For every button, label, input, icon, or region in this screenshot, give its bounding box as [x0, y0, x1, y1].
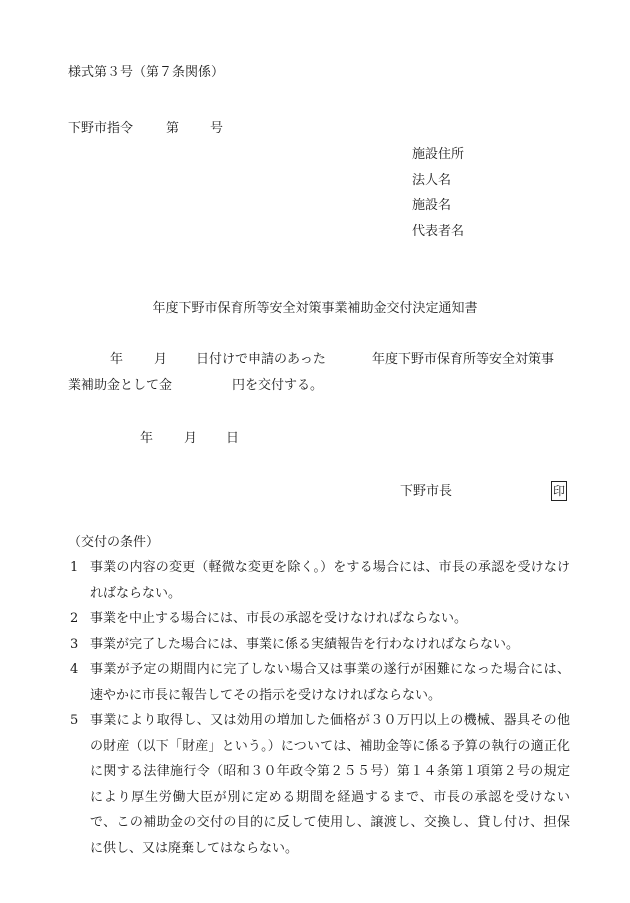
- body-amount-suffix: 円を交付する。: [232, 378, 324, 393]
- facility-address-label: 施設住所: [412, 147, 465, 162]
- condition-number: 5: [70, 713, 79, 728]
- date-year: 年: [140, 431, 154, 446]
- condition-number: 3: [70, 636, 79, 652]
- body-month: 月: [154, 352, 168, 367]
- reference-number: [68, 120, 223, 138]
- condition-item: [68, 632, 570, 658]
- body-line-1: [68, 351, 554, 369]
- condition-text: 事業により取得し、又は効用の増加した価格が３０万円以上の機械、器具その他の財産（以下「財産」という。）については、補助金等に係る予算の執行の適正化に関する法律施行令（昭和３０年政令第２５５号）第１４条第１項第２号の規定により厚生労働大臣が別に定める期間を経過するまで、市長の承認を受けないで、この補助金の交付の目的に反して使用し、譲渡し、交換し、貸し付け、担保に供し、又は廃棄してはならない。: [90, 713, 570, 856]
- reference-dai: 第: [166, 121, 180, 136]
- condition-item: [68, 708, 570, 861]
- mayor-title: 下野市長: [400, 484, 453, 499]
- condition-number: 2: [70, 611, 79, 626]
- facility-name-label: 施設名: [412, 198, 452, 213]
- condition-item: [68, 657, 570, 708]
- condition-text: 事業が予定の期間内に完了しない場合又は事業の遂行が困難になった場合には、速やかに市長に報告してその指示を受けなければならない。: [90, 662, 570, 703]
- condition-text: 事業が完了した場合には、事業に係る実績報告を行わなければならない。: [90, 636, 520, 652]
- notice-date: [140, 430, 239, 448]
- body-year: 年: [110, 352, 124, 367]
- body-line-2: [68, 377, 323, 395]
- condition-item: [68, 606, 570, 632]
- seal-mark: 印: [551, 481, 567, 501]
- representative-name-label: 代表者名: [412, 224, 465, 239]
- document-title: 年度下野市保育所等安全対策事業補助金交付決定通知書: [152, 301, 478, 316]
- conditions-list: [68, 555, 570, 861]
- body-program-line1: 年度下野市保育所等安全対策事: [372, 352, 555, 367]
- reference-city: 下野市指令: [68, 121, 134, 136]
- condition-text: 事業を中止する場合には、市長の承認を受けなければならない。: [90, 611, 468, 626]
- condition-number: 1: [70, 560, 79, 575]
- form-number: 様式第３号（第７条関係）: [68, 65, 225, 80]
- body-day-applied: 日付けで申請のあった: [196, 352, 326, 367]
- conditions-heading: （交付の条件）: [68, 535, 160, 550]
- body-program-line2: 業補助金として金: [68, 378, 173, 393]
- date-month: 月: [184, 431, 198, 446]
- corporation-name-label: 法人名: [412, 173, 452, 188]
- reference-go: 号: [210, 121, 224, 136]
- condition-item: [68, 555, 570, 606]
- condition-number: 4: [70, 662, 79, 677]
- date-day: 日: [226, 431, 240, 446]
- condition-text: 事業の内容の変更（軽微な変更を除く。）をする場合には、市長の承認を受けなければならない。: [90, 560, 570, 601]
